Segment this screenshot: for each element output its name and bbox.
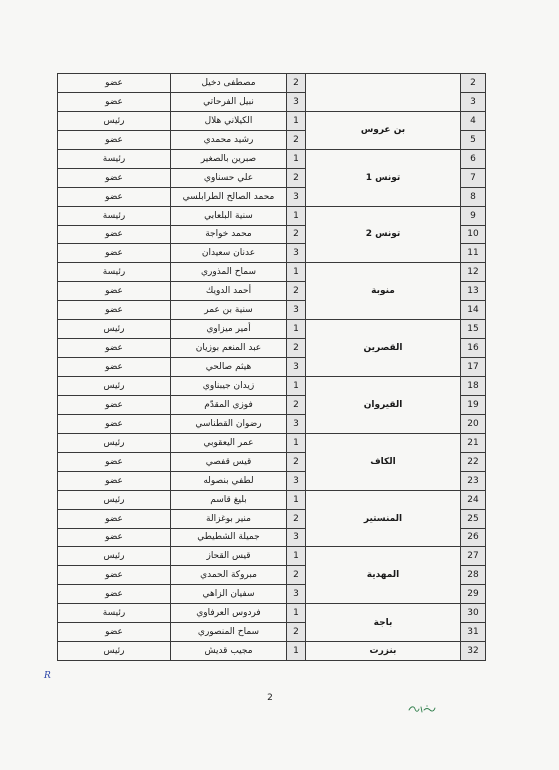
table-row: [58, 111, 486, 130]
row-number-cell: 21: [461, 433, 486, 452]
row-number-cell: 15: [461, 320, 486, 339]
member-role-cell: عضو: [58, 509, 171, 528]
rank-cell: 3: [287, 187, 306, 206]
member-role-cell: عضو: [58, 358, 171, 377]
member-name-cell: مبروكة الحمدي: [171, 566, 287, 585]
member-role-cell: رئيس: [58, 111, 171, 130]
member-name-cell: محمد الصالح الطرابلسي: [171, 187, 287, 206]
member-name-cell: عدنان سعيدان: [171, 244, 287, 263]
row-number-cell: 16: [461, 339, 486, 358]
member-role-cell: عضو: [58, 395, 171, 414]
member-role-cell: رئيس: [58, 433, 171, 452]
rank-cell: 3: [287, 244, 306, 263]
member-role-cell: عضو: [58, 130, 171, 149]
member-role-cell: عضو: [58, 225, 171, 244]
member-role-cell: عضو: [58, 414, 171, 433]
members-table: [57, 73, 486, 661]
table-row: [58, 206, 486, 225]
row-number-cell: 11: [461, 244, 486, 263]
row-number-cell: 18: [461, 377, 486, 396]
row-number-cell: 24: [461, 490, 486, 509]
member-role-cell: عضو: [58, 187, 171, 206]
row-number-cell: 28: [461, 566, 486, 585]
member-name-cell: أمير ميزاوي: [171, 320, 287, 339]
rank-cell: 3: [287, 528, 306, 547]
region-cell: منوبة: [306, 263, 461, 320]
row-number-cell: 20: [461, 414, 486, 433]
region-cell: باجة: [306, 604, 461, 642]
row-number-cell: 31: [461, 623, 486, 642]
member-name-cell: أحمد الدويك: [171, 282, 287, 301]
member-name-cell: لطفي بنصوله: [171, 471, 287, 490]
member-role-cell: عضو: [58, 452, 171, 471]
row-number-cell: 3: [461, 92, 486, 111]
member-name-cell: سفيان الزاهي: [171, 585, 287, 604]
member-name-cell: فوزي المقدّم: [171, 395, 287, 414]
rank-cell: 2: [287, 566, 306, 585]
rank-cell: 2: [287, 282, 306, 301]
table-row: [58, 149, 486, 168]
signature-mark: [407, 703, 437, 715]
rank-cell: 3: [287, 301, 306, 320]
member-role-cell: رئيسة: [58, 604, 171, 623]
rank-cell: 1: [287, 263, 306, 282]
member-name-cell: فردوس العرفاوي: [171, 604, 287, 623]
row-number-cell: 6: [461, 149, 486, 168]
rank-cell: 1: [287, 320, 306, 339]
rank-cell: 1: [287, 377, 306, 396]
member-role-cell: عضو: [58, 566, 171, 585]
member-role-cell: رئيس: [58, 642, 171, 661]
member-name-cell: صبرين بالصغير: [171, 149, 287, 168]
member-name-cell: سنية البلعابي: [171, 206, 287, 225]
row-number-cell: 9: [461, 206, 486, 225]
table-row: [58, 433, 486, 452]
region-cell: [306, 74, 461, 112]
rank-cell: 2: [287, 225, 306, 244]
region-cell: القيروان: [306, 377, 461, 434]
region-cell: الكاف: [306, 433, 461, 490]
member-name-cell: رضوان القطناسي: [171, 414, 287, 433]
row-number-cell: 22: [461, 452, 486, 471]
row-number-cell: 14: [461, 301, 486, 320]
region-cell: بن عروس: [306, 111, 461, 149]
member-role-cell: عضو: [58, 244, 171, 263]
rank-cell: 1: [287, 604, 306, 623]
member-name-cell: علي حسناوي: [171, 168, 287, 187]
rank-cell: 2: [287, 74, 306, 93]
row-number-cell: 25: [461, 509, 486, 528]
member-role-cell: رئيس: [58, 320, 171, 339]
member-name-cell: جميلة الشطيطي: [171, 528, 287, 547]
member-role-cell: عضو: [58, 528, 171, 547]
rank-cell: 2: [287, 623, 306, 642]
row-number-cell: 17: [461, 358, 486, 377]
rank-cell: 2: [287, 395, 306, 414]
member-name-cell: هيثم صالحي: [171, 358, 287, 377]
member-role-cell: رئيس: [58, 547, 171, 566]
table-row: [58, 642, 486, 661]
region-cell: القصرين: [306, 320, 461, 377]
region-cell: المهدية: [306, 547, 461, 604]
table-row: [58, 377, 486, 396]
member-role-cell: رئيسة: [58, 149, 171, 168]
row-number-cell: 7: [461, 168, 486, 187]
row-number-cell: 13: [461, 282, 486, 301]
member-name-cell: مصطفى دخيل: [171, 74, 287, 93]
row-number-cell: 27: [461, 547, 486, 566]
region-cell: تونس 1: [306, 149, 461, 206]
rank-cell: 1: [287, 433, 306, 452]
rank-cell: 3: [287, 585, 306, 604]
table-row: [58, 490, 486, 509]
rank-cell: 3: [287, 414, 306, 433]
member-role-cell: رئيسة: [58, 263, 171, 282]
member-role-cell: رئيس: [58, 377, 171, 396]
member-name-cell: مجيب قديش: [171, 642, 287, 661]
member-name-cell: زيدان جيبناوي: [171, 377, 287, 396]
rank-cell: 2: [287, 509, 306, 528]
row-number-cell: 30: [461, 604, 486, 623]
rank-cell: 1: [287, 111, 306, 130]
row-number-cell: 10: [461, 225, 486, 244]
rank-cell: 3: [287, 471, 306, 490]
rank-cell: 1: [287, 149, 306, 168]
member-name-cell: قيس القحاز: [171, 547, 287, 566]
rank-cell: 1: [287, 206, 306, 225]
rank-cell: 2: [287, 168, 306, 187]
member-name-cell: الكيلاني هلال: [171, 111, 287, 130]
row-number-cell: 12: [461, 263, 486, 282]
row-number-cell: 23: [461, 471, 486, 490]
row-number-cell: 8: [461, 187, 486, 206]
member-name-cell: سماح المذوري: [171, 263, 287, 282]
region-cell: المنستير: [306, 490, 461, 547]
margin-mark: R: [44, 671, 51, 681]
members-table-body: [58, 74, 486, 661]
table-row: [58, 320, 486, 339]
table-row: [58, 263, 486, 282]
member-role-cell: عضو: [58, 623, 171, 642]
member-name-cell: محمد خواجة: [171, 225, 287, 244]
member-name-cell: عمر اليعقوبي: [171, 433, 287, 452]
member-role-cell: عضو: [58, 339, 171, 358]
row-number-cell: 26: [461, 528, 486, 547]
member-name-cell: رشيد محمدي: [171, 130, 287, 149]
rank-cell: 2: [287, 130, 306, 149]
table-row: [58, 74, 486, 93]
region-cell: بنزرت: [306, 642, 461, 661]
row-number-cell: 32: [461, 642, 486, 661]
member-role-cell: عضو: [58, 282, 171, 301]
region-cell: تونس 2: [306, 206, 461, 263]
member-role-cell: عضو: [58, 92, 171, 111]
member-role-cell: رئيسة: [58, 206, 171, 225]
member-name-cell: منير بوغزالة: [171, 509, 287, 528]
table-row: [58, 547, 486, 566]
row-number-cell: 19: [461, 395, 486, 414]
rank-cell: 3: [287, 358, 306, 377]
member-name-cell: عبد المنعم بوزيان: [171, 339, 287, 358]
page-number: 2: [267, 693, 273, 703]
member-role-cell: عضو: [58, 74, 171, 93]
row-number-cell: 2: [461, 74, 486, 93]
member-role-cell: رئيس: [58, 490, 171, 509]
member-role-cell: عضو: [58, 168, 171, 187]
table-row: [58, 604, 486, 623]
rank-cell: 1: [287, 490, 306, 509]
rank-cell: 1: [287, 642, 306, 661]
member-name-cell: قيس قفصي: [171, 452, 287, 471]
rank-cell: 3: [287, 92, 306, 111]
rank-cell: 2: [287, 339, 306, 358]
member-name-cell: نبيل الفرحاتي: [171, 92, 287, 111]
member-name-cell: سنية بن عمر: [171, 301, 287, 320]
member-role-cell: عضو: [58, 585, 171, 604]
member-name-cell: بليغ قاسم: [171, 490, 287, 509]
member-role-cell: عضو: [58, 471, 171, 490]
member-name-cell: سماح المنصوري: [171, 623, 287, 642]
rank-cell: 1: [287, 547, 306, 566]
row-number-cell: 4: [461, 111, 486, 130]
member-role-cell: عضو: [58, 301, 171, 320]
row-number-cell: 5: [461, 130, 486, 149]
rank-cell: 2: [287, 452, 306, 471]
row-number-cell: 29: [461, 585, 486, 604]
